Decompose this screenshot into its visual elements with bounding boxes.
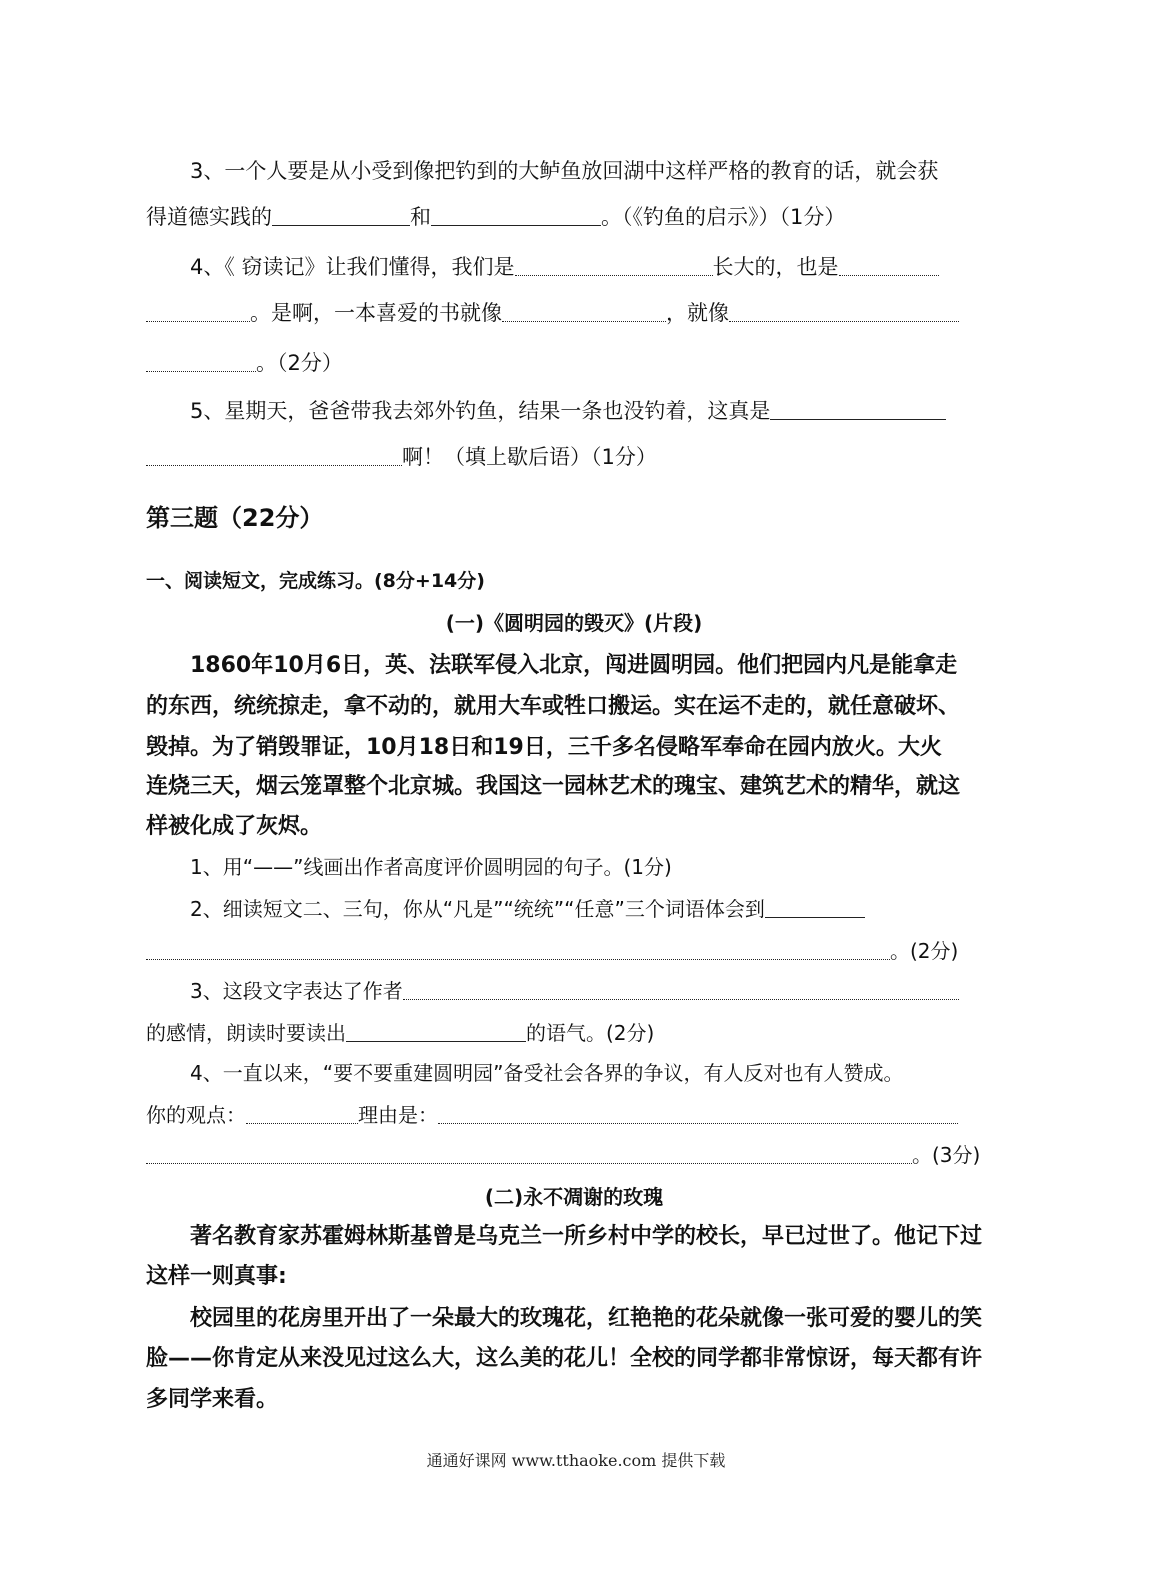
- q3-line2: [146, 202, 996, 232]
- passage2-line: 多同学来看。: [146, 1387, 279, 1412]
- p1-q2-line1: [190, 894, 1040, 924]
- passage1-line: 样被化成了灰烬。: [146, 814, 323, 839]
- section-instruction: 一、阅读短文，完成练习。(8分+14分): [146, 570, 485, 592]
- q4-line1: [190, 252, 1040, 282]
- p1-q1: 1、用“——”线画出作者高度评价圆明园的句子。(1分): [190, 855, 672, 879]
- passage2-line: 这样一则真事:: [146, 1264, 287, 1289]
- passage1-line: 的东西，统统掠走，拿不动的，就用大车或牲口搬运。实在运不走的，就任意破坏、: [146, 694, 961, 719]
- q3-line1: [190, 156, 1040, 186]
- answer-blank[interactable]: [146, 299, 250, 322]
- q4-text-b: 长大的，也是: [712, 255, 839, 279]
- answer-blank[interactable]: [146, 443, 402, 466]
- p1-q4-text-b: 理由是：: [358, 1103, 438, 1127]
- q4-text-a: 4、《 窃读记》让我们懂得，我们是: [190, 255, 515, 279]
- q3-text: 3、一个人要是从小受到像把钓到的大鲈鱼放回湖中这样严格的教育的话，就会获: [190, 159, 939, 183]
- p1-q2-line2: [146, 936, 996, 966]
- answer-blank[interactable]: [515, 253, 713, 276]
- passage1-heading: (一)《圆明园的毁灭》(片段): [445, 611, 703, 635]
- p1-q4-line3: [146, 1140, 996, 1170]
- q5-line1: [190, 396, 1040, 426]
- q5-text-b: 啊！（填上歇后语）（1分）: [402, 445, 657, 469]
- answer-blank[interactable]: [502, 299, 666, 322]
- q4-text-e: 。（2分）: [256, 351, 343, 375]
- p1-q4-line2: [146, 1100, 996, 1130]
- answer-blank[interactable]: [246, 1101, 358, 1124]
- q4-line3: [146, 348, 996, 378]
- q5-text: 5、星期天，爸爸带我去郊外钓鱼，结果一条也没钓着，这真是: [190, 399, 771, 423]
- page-footer: 通通好课网 www.tthaoke.com 提供下载: [426, 1451, 726, 1470]
- q3-text-b: 和: [410, 205, 431, 229]
- q4-line2: [146, 298, 996, 328]
- p1-q4-line1: 4、一直以来，“要不要重建圆明园”备受社会各界的争议，有人反对也有人赞成。: [190, 1061, 904, 1085]
- passage2-line: 脸——你肯定从来没见过这么大，这么美的花儿！全校的同学都非常惊讶，每天都有许: [146, 1346, 983, 1371]
- answer-blank[interactable]: [438, 1101, 958, 1124]
- q4-text-d: ，就像: [666, 301, 729, 325]
- p1-q4-text-c: 。(3分): [912, 1143, 981, 1167]
- passage2-line: 著名教育家苏霍姆林斯基曾是乌克兰一所乡村中学的校长，早已过世了。他记下过: [190, 1224, 983, 1249]
- answer-blank[interactable]: [346, 1019, 526, 1042]
- q5-line2: [146, 442, 996, 472]
- answer-blank[interactable]: [146, 937, 890, 960]
- answer-blank[interactable]: [403, 977, 959, 1000]
- passage1-line: 1860年10月6日，英、法联军侵入北京，闯进圆明园。他们把园内凡是能拿走: [190, 653, 958, 678]
- answer-blank[interactable]: [272, 203, 410, 226]
- answer-blank[interactable]: [839, 253, 939, 276]
- p1-q3-text: 3、这段文字表达了作者: [190, 979, 403, 1003]
- q3-text-c: 。（《钓鱼的启示》）（1分）: [601, 205, 846, 229]
- p1-q4-text-a: 你的观点：: [146, 1103, 246, 1127]
- p1-q3-line1: [190, 976, 1040, 1006]
- p1-q2-text: 2、细读短文二、三句，你从“凡是”“统统”“任意”三个词语体会到: [190, 897, 765, 921]
- q4-text-c: 。是啊，一本喜爱的书就像: [250, 301, 502, 325]
- answer-blank[interactable]: [146, 1141, 912, 1164]
- passage1-line: 毁掉。为了销毁罪证，10月18日和19日，三千多名侵略军奉命在园内放火。大火: [146, 735, 942, 760]
- passage2-heading: (二)永不凋谢的玫瑰: [484, 1185, 664, 1209]
- answer-blank[interactable]: [431, 203, 601, 226]
- answer-blank[interactable]: [770, 397, 946, 420]
- p1-q3-text-a: 的感情，朗读时要读出: [146, 1021, 346, 1045]
- q3-text-a: 得道德实践的: [146, 205, 272, 229]
- passage1-line: 连烧三天，烟云笼罩整个北京城。我国这一园林艺术的瑰宝、建筑艺术的精华，就这: [146, 774, 961, 799]
- section-title: 第三题（22分）: [146, 504, 324, 532]
- answer-blank[interactable]: [765, 895, 865, 918]
- answer-blank[interactable]: [729, 299, 959, 322]
- p1-q2-text-b: 。(2分): [890, 939, 959, 963]
- passage2-line: 校园里的花房里开出了一朵最大的玫瑰花，红艳艳的花朵就像一张可爱的婴儿的笑: [190, 1306, 983, 1331]
- answer-blank[interactable]: [146, 349, 256, 372]
- p1-q3-line2: [146, 1018, 996, 1048]
- p1-q3-text-b: 的语气。(2分): [526, 1021, 655, 1045]
